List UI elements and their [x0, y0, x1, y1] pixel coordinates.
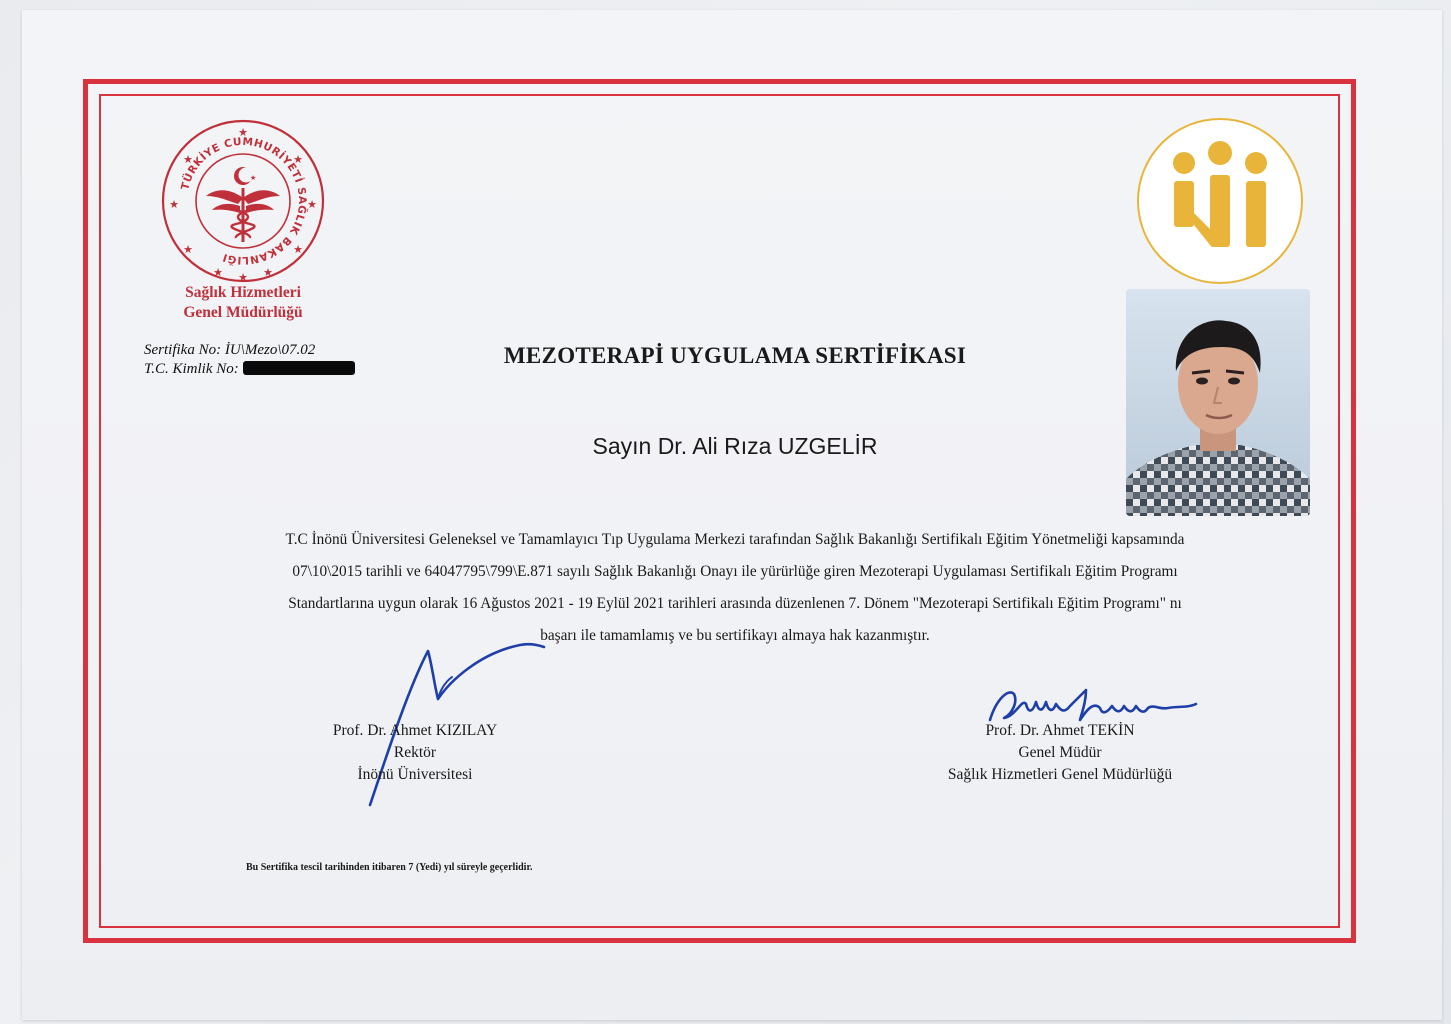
people-logo-icon [1136, 117, 1304, 285]
portrait-image [1126, 289, 1310, 516]
certificate-title: MEZOTERAPİ UYGULAMA SERTİFİKASI [503, 343, 967, 368]
tc-id-label: T.C. Kimlik No: [144, 361, 239, 377]
svg-text:★: ★ [183, 154, 193, 166]
right-signatory-name: Prof. Dr. Ahmet TEKİN [985, 722, 1135, 739]
svg-text:★: ★ [169, 199, 179, 211]
tc-id-row [144, 360, 355, 379]
organization-name [140, 283, 346, 323]
organization-name-line2: Genel Müdürlüğü [183, 304, 303, 321]
certificate-meta [144, 341, 355, 379]
validity-note: Bu Sertifika tescil tarihinden itibaren 7 (Yedi) yıl süreyle geçerlidir. [246, 862, 533, 873]
certificate-body [150, 524, 1320, 652]
organization-name-line1: Sağlık Hizmetleri [185, 284, 301, 301]
svg-text:★: ★ [238, 272, 248, 284]
svg-text:★: ★ [307, 199, 317, 211]
body-line: Standartlarına uygun olarak 16 Ağustos 2021 - 19 Eylül 2021 tarihleri arasında düzenlenen 7. Dönem "Mezoterapi Sertifikalı Eğitim Programı" nı [288, 595, 1182, 612]
redacted-id [243, 361, 355, 375]
left-signatory-role: Rektör [393, 744, 437, 761]
body-line: başarı ile tamamlamış ve bu sertifikayı almaya hak kazanmıştır. [540, 627, 930, 644]
svg-text:★: ★ [293, 154, 303, 166]
left-signatory-name: Prof. Dr. Ahmet KIZILAY [332, 722, 498, 739]
ministry-seal-icon [160, 118, 326, 284]
left-signatory-institution: İnönü Üniversitesi [357, 766, 473, 783]
certificate-number-row [144, 341, 355, 360]
certificate-number-value: İU\Mezo\07.02 [224, 342, 316, 358]
svg-text:★: ★ [213, 267, 223, 279]
recipient-photo [1126, 289, 1310, 516]
svg-text:★: ★ [183, 244, 193, 256]
body-line: T.C İnönü Üniversitesi Geleneksel ve Tamamlayıcı Tıp Uygulama Merkezi tarafından Sağlık Bakanlığı Sertifikalı Eğitim Yönetmeliği kapsamında [285, 531, 1185, 548]
certificate-number-label: Sertifika No: [144, 342, 222, 358]
right-signatory [905, 720, 1215, 786]
svg-text:★: ★ [263, 267, 273, 279]
left-signatory [300, 720, 530, 786]
svg-text:★: ★ [293, 244, 303, 256]
seal-text: TÜRKİYE CUMHURİYETİ SAĞLIK BAKANLIĞI [179, 135, 309, 267]
svg-text:★: ★ [250, 174, 257, 182]
body-line: 07\10\2015 tarihli ve 64047795\799\E.871 sayılı Sağlık Bakanlığı Onayı ile yürürlüğe giren Mezoterapi Uygulaması Sertifikalı Eğitim Programı [292, 563, 1178, 580]
svg-text:★: ★ [238, 127, 248, 139]
right-signatory-role: Genel Müdür [1018, 744, 1102, 761]
right-signatory-institution: Sağlık Hizmetleri Genel Müdürlüğü [947, 766, 1173, 783]
recipient-name: Sayın Dr. Ali Rıza UZGELİR [592, 433, 878, 459]
